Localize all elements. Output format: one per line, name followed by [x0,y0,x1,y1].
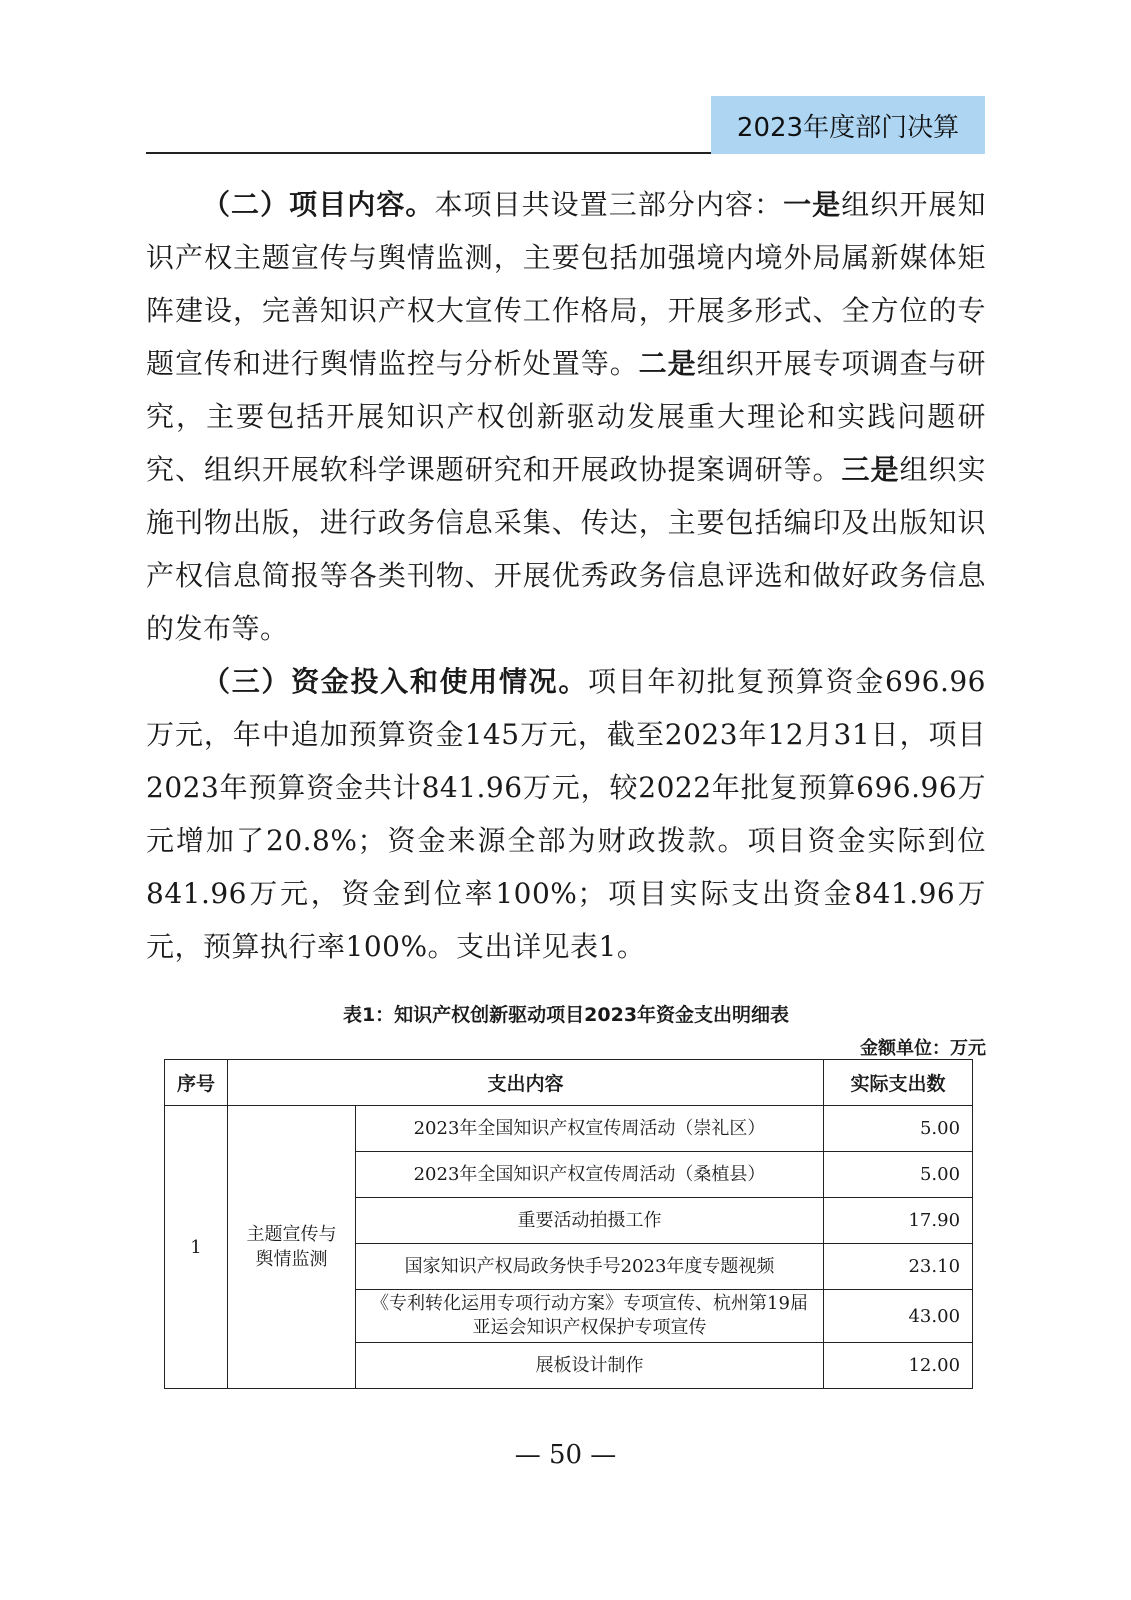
paragraph-segment: 项目年初批复预算资金696.96万元，年中追加预算资金145万元，截至2023年12月31日，项目2023年预算资金共计841.96万元，较2022年批复预算696.96万元增加了20.8%；资金来源全部为财政拨款。项目资金实际到位841.96万元，资金到位率100%；项目实际支出资金841.96万元，预算执行率100%。支出详见表1。 [146,665,986,963]
row-amount: 43.00 [824,1290,973,1343]
section-heading: （二）项目内容。 [202,188,435,221]
row-amount: 23.10 [824,1244,973,1290]
paragraph-emphasis: 三是 [841,453,900,486]
row-item: 《专利转化运用专项行动方案》专项宣传、杭州第19届亚运会知识产权保护专项宣传 [356,1290,824,1343]
section-heading: （三）资金投入和使用情况。 [202,665,589,698]
section-project-content [146,178,986,655]
paragraph-segment: 组织开展专项调查与研究，主要包括开展知识产权创新驱动发展重大理论和实践问题研究、组织开展软科学课题研究和开展政协提案调研等。 [146,347,986,486]
table-header-row [165,1060,973,1106]
header-content: 支出内容 [228,1060,824,1106]
row-item: 重要活动拍摄工作 [356,1198,824,1244]
row-amount: 5.00 [824,1106,973,1152]
paragraph-segment: 本项目共设置三部分内容： [434,188,784,221]
row-category [228,1106,356,1389]
row-item: 国家知识产权局政务快手号2023年度专题视频 [356,1244,824,1290]
document-header-title: 2023年度部门决算 [711,96,985,154]
section-funding-usage [146,655,986,973]
expenditure-table [164,1059,973,1389]
row-item: 2023年全国知识产权宣传周活动（桑植县） [356,1152,824,1198]
paragraph-emphasis: 一是 [783,188,842,221]
category-label: 主题宣传与舆情监测 [246,1224,337,1270]
table-row [165,1106,973,1152]
row-number: 1 [165,1106,228,1389]
row-amount: 12.00 [824,1343,973,1389]
paragraph-segment: 组织开展知识产权主题宣传与舆情监测，主要包括加强境内境外局属新媒体矩阵建设，完善知识产权大宣传工作格局，开展多形式、全方位的专题宣传和进行舆情监控与分析处置等。 [146,188,986,380]
row-amount: 17.90 [824,1198,973,1244]
paragraph-emphasis: 二是 [638,347,697,380]
header-no: 序号 [165,1060,228,1106]
body-text [146,178,986,973]
table-unit-label: 金额单位：万元 [860,1038,986,1059]
paragraph-segment: 组织实施刊物出版，进行政务信息采集、传达，主要包括编印及出版知识产权信息简报等各类刊物、开展优秀政务信息评选和做好政务信息的发布等。 [146,453,986,645]
header-rule [146,152,711,154]
header-amount: 实际支出数 [824,1060,973,1106]
table-title: 表1：知识产权创新驱动项目2023年资金支出明细表 [342,1004,790,1026]
page-number: — 50 — [514,1440,617,1470]
row-item: 2023年全国知识产权宣传周活动（崇礼区） [356,1106,824,1152]
row-item: 展板设计制作 [356,1343,824,1389]
row-amount: 5.00 [824,1152,973,1198]
